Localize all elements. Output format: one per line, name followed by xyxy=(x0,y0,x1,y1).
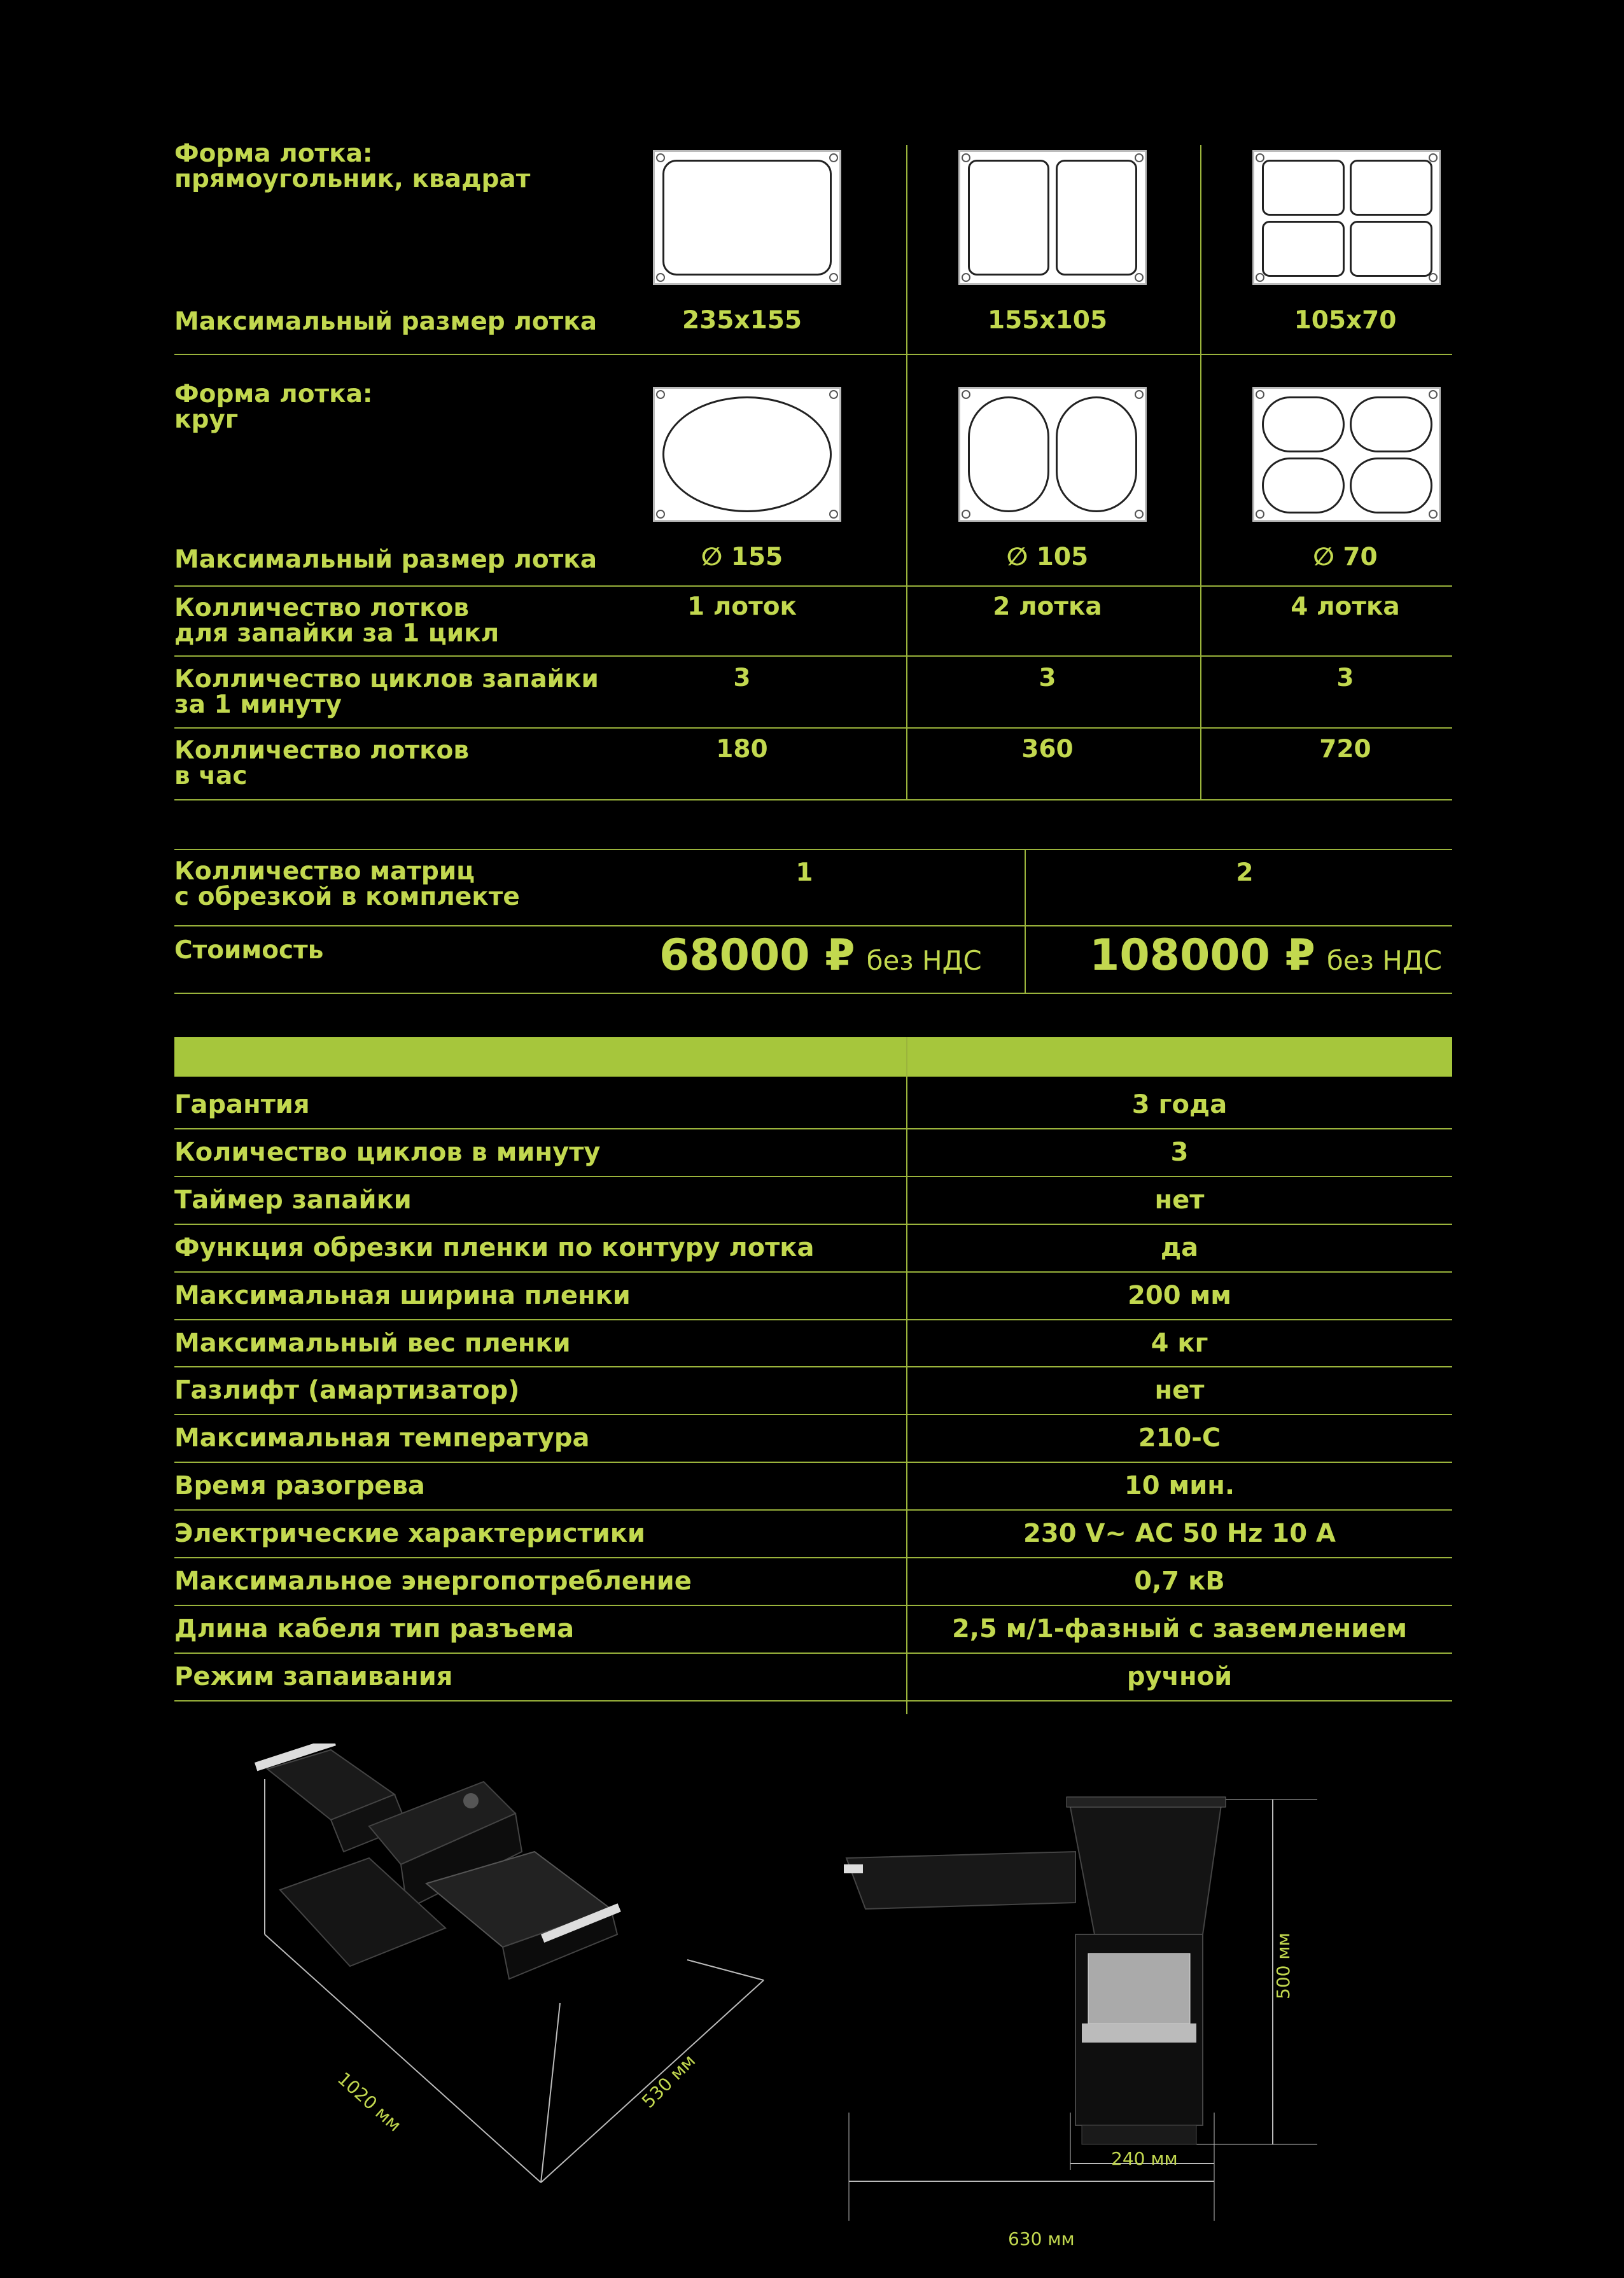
matrix-label: Колличество матриц с обрезкой в комплекте xyxy=(174,857,520,911)
spec-label: Количество циклов в минуту xyxy=(174,1137,601,1167)
row-divider xyxy=(174,993,1452,994)
price-1: 68000 ₽ без НДС xyxy=(659,930,982,981)
row-divider xyxy=(174,849,1452,850)
round-size-3: ∅ 70 xyxy=(1313,543,1378,571)
per-hour-2: 360 xyxy=(1021,735,1074,764)
round-size-1: ∅ 155 xyxy=(701,543,783,571)
shape-rect-label: Форма лотка: прямоугольник, квадрат xyxy=(174,139,531,193)
col-divider xyxy=(1025,849,1026,994)
spec-label: Длина кабеля тип разъема xyxy=(174,1614,575,1644)
spec-label: Максимальное энергопотребление xyxy=(174,1567,692,1596)
price-2: 108000 ₽ без НДС xyxy=(1089,930,1443,981)
spec-label: Максимальная ширина пленки xyxy=(174,1280,631,1310)
count-3: 4 лотка xyxy=(1291,592,1400,621)
cycles-3: 3 xyxy=(1336,664,1354,692)
rect-size-1: 235х155 xyxy=(682,306,802,335)
row-divider xyxy=(174,1271,1452,1273)
spec-value: нет xyxy=(1154,1376,1205,1406)
spec-value: 200 мм xyxy=(1128,1280,1231,1310)
cycles-1: 3 xyxy=(733,664,751,692)
row-divider xyxy=(174,799,1452,800)
spec-value: 4 кг xyxy=(1151,1328,1208,1358)
rect-size-2: 155х105 xyxy=(988,306,1107,335)
spec-label: Функция обрезки пленки по контуру лотка xyxy=(174,1233,815,1262)
per-hour-3: 720 xyxy=(1319,735,1371,764)
dim-width-left: 530 мм xyxy=(638,2050,700,2113)
max-size-label: Максимальный размер лотка xyxy=(174,545,598,574)
spec-value: 3 года xyxy=(1131,1090,1228,1119)
tray-round-4-icon xyxy=(1252,387,1441,522)
per-hour-label: Колличество лотков в час xyxy=(174,736,470,790)
dim-length: 1020 мм xyxy=(333,2068,405,2136)
row-divider xyxy=(174,925,1452,926)
spec-header-band xyxy=(174,1037,1452,1077)
spec-label: Максимальный вес пленки xyxy=(174,1328,571,1358)
row-divider xyxy=(174,354,1452,355)
row-divider xyxy=(174,727,1452,729)
row-divider xyxy=(174,1319,1452,1320)
machine-open-image xyxy=(840,1782,1336,2227)
tray-round-2-icon xyxy=(958,387,1147,522)
tray-rect-1-icon xyxy=(653,150,841,285)
matrix-count-2: 2 xyxy=(1236,858,1254,887)
row-divider xyxy=(174,1557,1452,1558)
row-divider xyxy=(174,1700,1452,1702)
max-size-label: Максимальный размер лотка xyxy=(174,307,598,336)
spec-label: Время разогрева xyxy=(174,1471,425,1501)
row-divider xyxy=(174,655,1452,657)
spec-value: 3 xyxy=(1170,1137,1189,1167)
spec-value: 230 V~ AC 50 Hz 10 A xyxy=(1023,1519,1336,1549)
tray-round-1-icon xyxy=(653,387,841,522)
row-divider xyxy=(174,1128,1452,1129)
round-size-2: ∅ 105 xyxy=(1006,543,1089,571)
matrix-count-1: 1 xyxy=(795,858,813,887)
row-divider xyxy=(174,1653,1452,1654)
spec-value: 2,5 м/1-фазный с заземлением xyxy=(951,1614,1408,1644)
row-divider xyxy=(174,1605,1452,1606)
spec-label: Таймер запайки xyxy=(174,1185,412,1215)
row-divider xyxy=(174,1366,1452,1367)
row-divider xyxy=(174,1414,1452,1415)
rect-size-3: 105х70 xyxy=(1294,306,1397,335)
machine-isometric-image xyxy=(242,1743,789,2189)
dim-width-right: 630 мм xyxy=(1008,2228,1075,2249)
spec-value: 210-С xyxy=(1138,1423,1221,1453)
tray-rect-2-icon xyxy=(958,150,1147,285)
spec-label: Максимальная температура xyxy=(174,1423,590,1453)
cost-label: Стоимость xyxy=(174,936,324,965)
count-1: 1 лоток xyxy=(687,592,797,621)
per-hour-1: 180 xyxy=(716,735,768,764)
diameter-icon: ∅ xyxy=(701,543,723,571)
col-divider xyxy=(906,145,907,800)
cycles-2: 3 xyxy=(1039,664,1056,692)
row-divider xyxy=(174,1509,1452,1511)
col-divider xyxy=(1200,145,1201,800)
row-divider xyxy=(174,1176,1452,1177)
spec-label: Гарантия xyxy=(174,1090,310,1119)
row-divider xyxy=(174,1224,1452,1225)
spec-value: ручной xyxy=(1126,1661,1233,1691)
tray-rect-4-icon xyxy=(1252,150,1441,285)
cycles-label: Колличество циклов запайки за 1 минуту xyxy=(174,665,599,719)
spec-value: 10 мин. xyxy=(1124,1471,1235,1501)
shape-round-label: Форма лотка: круг xyxy=(174,380,373,434)
spec-label: Электрические характеристики xyxy=(174,1519,645,1549)
spec-label: Газлифт (амартизатор) xyxy=(174,1376,520,1406)
spec-value: да xyxy=(1160,1233,1199,1262)
row-divider xyxy=(174,585,1452,587)
dim-depth: 240 мм xyxy=(1111,2148,1178,2169)
diameter-icon: ∅ xyxy=(1006,543,1028,571)
count-2: 2 лотка xyxy=(993,592,1102,621)
spec-value: нет xyxy=(1154,1185,1205,1215)
spec-value: 0,7 кВ xyxy=(1134,1567,1225,1596)
count-label: Колличество лотков для запайки за 1 цикл xyxy=(174,594,500,648)
row-divider xyxy=(174,1462,1452,1463)
diameter-icon: ∅ xyxy=(1313,543,1334,571)
spec-label: Режим запаивания xyxy=(174,1661,453,1691)
dim-height: 500 мм xyxy=(1273,1932,1294,1999)
